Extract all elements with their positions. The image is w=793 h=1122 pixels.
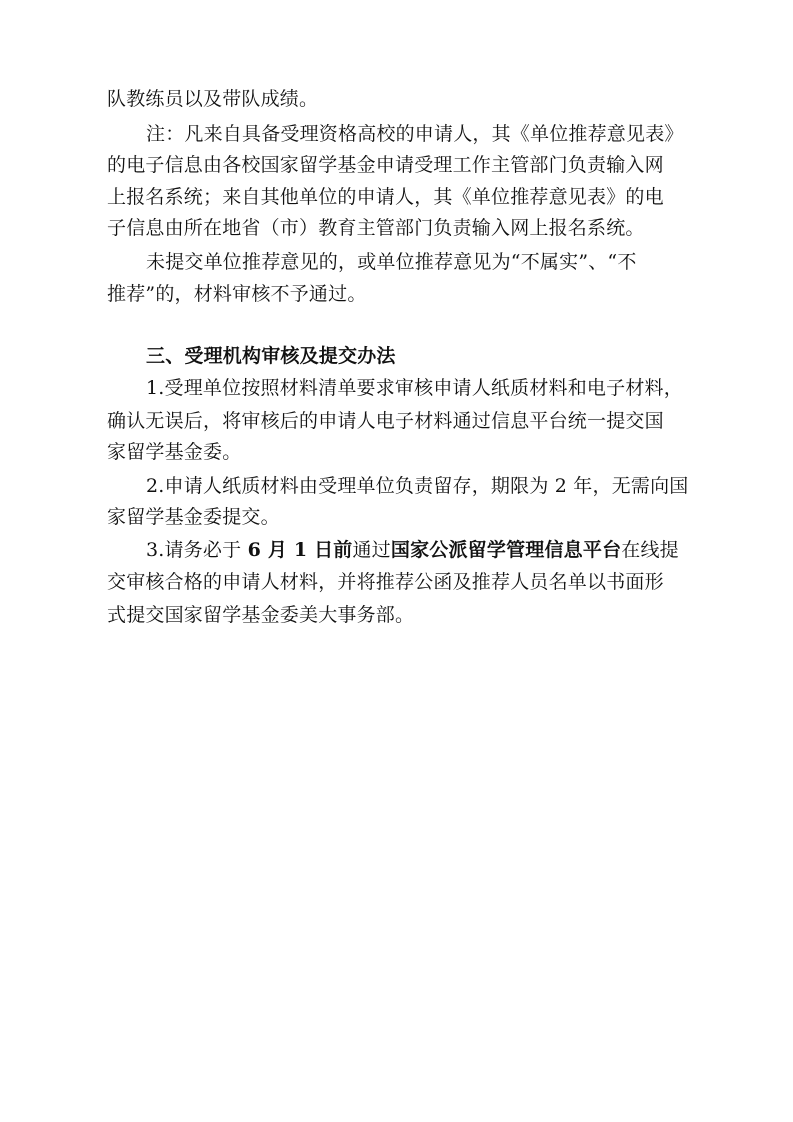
paragraph-line: 未提交单位推荐意见的，或单位推荐意见为“不属实”、“不 bbox=[146, 251, 637, 273]
list-item-line: 1.受理单位按照材料清单要求审核申请人纸质材料和电子材料， bbox=[146, 377, 683, 399]
list-item-line: 式提交国家留学基金委美大事务部。 bbox=[107, 604, 415, 626]
list-item-line: 交审核合格的申请人材料，并将推荐公函及推荐人员名单以书面形 bbox=[107, 571, 664, 593]
note-line: 的电子信息由各校国家留学基金申请受理工作主管部门负责输入网 bbox=[107, 154, 664, 176]
list-item-line: 2.申请人纸质材料由受理单位负责留存，期限为 2 年，无需向国 bbox=[146, 475, 689, 497]
list-item-line: 家留学基金委提交。 bbox=[107, 506, 280, 528]
item3-mid: 通过 bbox=[352, 539, 391, 561]
paragraph-line: 队教练员以及带队成绩。 bbox=[107, 88, 319, 110]
item3-prefix: 3.请务必于 bbox=[146, 539, 248, 561]
note-line: 注：凡来自具备受理资格高校的申请人，其《单位推荐意见表》 bbox=[146, 123, 684, 145]
section-heading: 三、受理机构审核及提交办法 bbox=[146, 345, 396, 367]
paragraph-line: 推荐”的，材料审核不予通过。 bbox=[107, 283, 367, 305]
platform-name: 国家公派留学管理信息平台 bbox=[390, 539, 622, 561]
item3-suffix: 在线提 bbox=[621, 539, 679, 561]
list-item-line: 确认无误后，将审核后的申请人电子材料通过信息平台统一提交国 bbox=[107, 410, 664, 432]
list-item-line: 家留学基金委。 bbox=[107, 441, 242, 463]
note-line: 上报名系统；来自其他单位的申请人，其《单位推荐意见表》的电 bbox=[107, 186, 664, 208]
list-item-line bbox=[146, 535, 679, 565]
deadline-text: 6 月 1 日前 bbox=[247, 539, 353, 561]
note-line: 子信息由所在地省（市）教育主管部门负责输入网上报名系统。 bbox=[107, 217, 645, 239]
